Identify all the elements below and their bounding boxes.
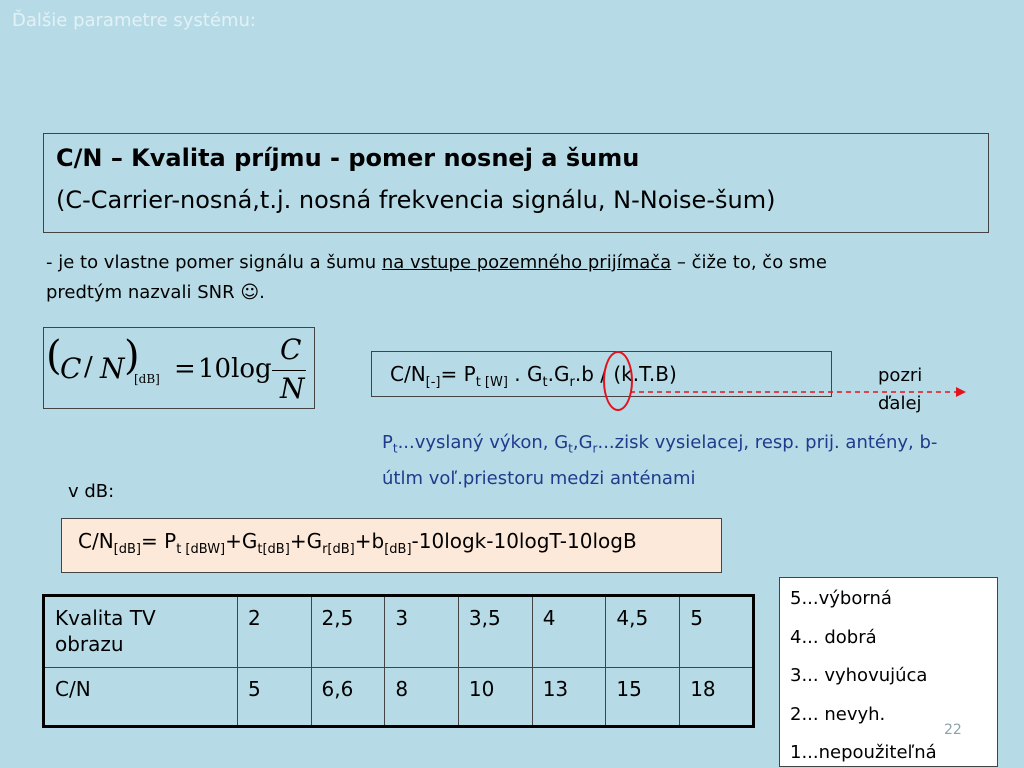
table-cell: 6,6 [311,668,385,727]
page-number: 22 [944,722,962,738]
formula1-sub: [dB] [134,372,160,386]
scale-item: 3... vyhovujúca [790,665,928,686]
slide-title: Ďalšie parametre systému: [12,10,256,31]
f3-part: -10logk-10logT-10logB [411,529,637,553]
scale-item: 5...výborná [790,588,892,609]
table-cell: Kvalita TV obrazu [44,596,238,668]
legend-part: ,G [572,432,593,453]
formula1-fraction-bar [272,370,306,371]
f2-part: . G [507,362,543,386]
formula1-equals: = [174,354,196,384]
f3-sub: t [dBW] [176,542,226,557]
table-cell: 2 [237,596,311,668]
table-cell: C/N [44,668,238,727]
f2-part: .b / (k.T.B) [574,362,677,386]
note-underlined: na vstupe pozemného prijímača [381,252,672,273]
pozri-line-1: pozri [878,365,923,386]
f3-sub: [dB] [384,542,412,557]
formula1-n: N [100,352,125,385]
formula1-lparen: ( [46,333,62,379]
scale-item: 4... dobrá [790,626,877,648]
table-row [44,596,754,668]
formula-legend [382,428,942,494]
formula1-slash: / [84,352,93,382]
legend-part: ...vyslaný výkon, G [397,432,569,453]
legend-part: P [382,432,393,453]
legend-sub: t [392,441,398,456]
title-box [43,133,989,233]
f3-part: +b [354,529,385,553]
title-line-2: (C-Carrier-nosná,t.j. nosná frekvencia signálu, N-Noise-šum) [56,186,776,214]
legend-sub: r [592,441,598,456]
table-cell: 4,5 [606,596,680,668]
f2-sub: r [569,375,575,390]
note-text-2: – čiže to, čo sme predtým nazvali SNR [46,252,827,303]
table-cell: 2,5 [311,596,385,668]
quality-table [42,594,755,728]
f2-part: .G [547,362,570,386]
note-text-1: - je to vlastne pomer signálu a šumu [46,252,382,273]
snr-note [46,248,906,308]
table-cell: 4 [532,596,606,668]
legend-part: ...zisk vysielacej, resp. prij. antény, b-útlm voľ.priestoru medzi anténami [382,432,938,489]
f2-part: = P [440,362,476,386]
table-cell: 10 [458,668,532,727]
f3-sub: [dB] [113,542,141,557]
table-cell: 5 [680,596,754,668]
f2-sub: t [542,375,548,390]
scale-item: 1...nepoužiteľná [790,742,937,763]
table-cell: 15 [606,668,680,727]
f3-sub: t[dB] [257,542,290,557]
table-cell: 13 [532,668,606,727]
title-line-1: C/N – Kvalita príjmu - pomer nosnej a šumu [56,144,640,172]
formula1-c: C [60,352,82,385]
table-cell: 18 [680,668,754,727]
see-further-label [878,362,922,418]
f3-part: = P [141,529,177,553]
f3-sub: r[dB] [322,542,355,557]
formula1-rparen: ) [124,333,140,379]
table-cell: 8 [385,668,459,727]
cn-db-sum-formula [61,518,722,573]
table-cell: 3,5 [458,596,532,668]
v-db-label: v dB: [68,481,115,502]
f2-sub: t [W] [475,375,508,390]
pozri-line-2: ďalej [878,393,922,414]
scale-item: 2... nevyh. [790,703,886,725]
f3-part: +G [225,529,258,553]
quality-scale-box [779,577,998,767]
highlight-ellipse [603,351,633,411]
formula1-numerator: C [280,333,302,366]
formula1-ten-log: 10log [198,354,272,384]
legend-sub: t [568,441,573,456]
f2-part: C/N [390,362,426,386]
table-cell: 5 [237,668,311,727]
f2-sub: [-] [425,375,441,390]
f3-part: C/N [78,529,114,553]
f3-part: +G [289,529,323,553]
table-cell: 3 [385,596,459,668]
smiley-icon: ☺ [240,282,260,303]
formula1-denominator: N [280,372,305,405]
note-end: . [259,282,265,303]
table-row [44,668,754,727]
